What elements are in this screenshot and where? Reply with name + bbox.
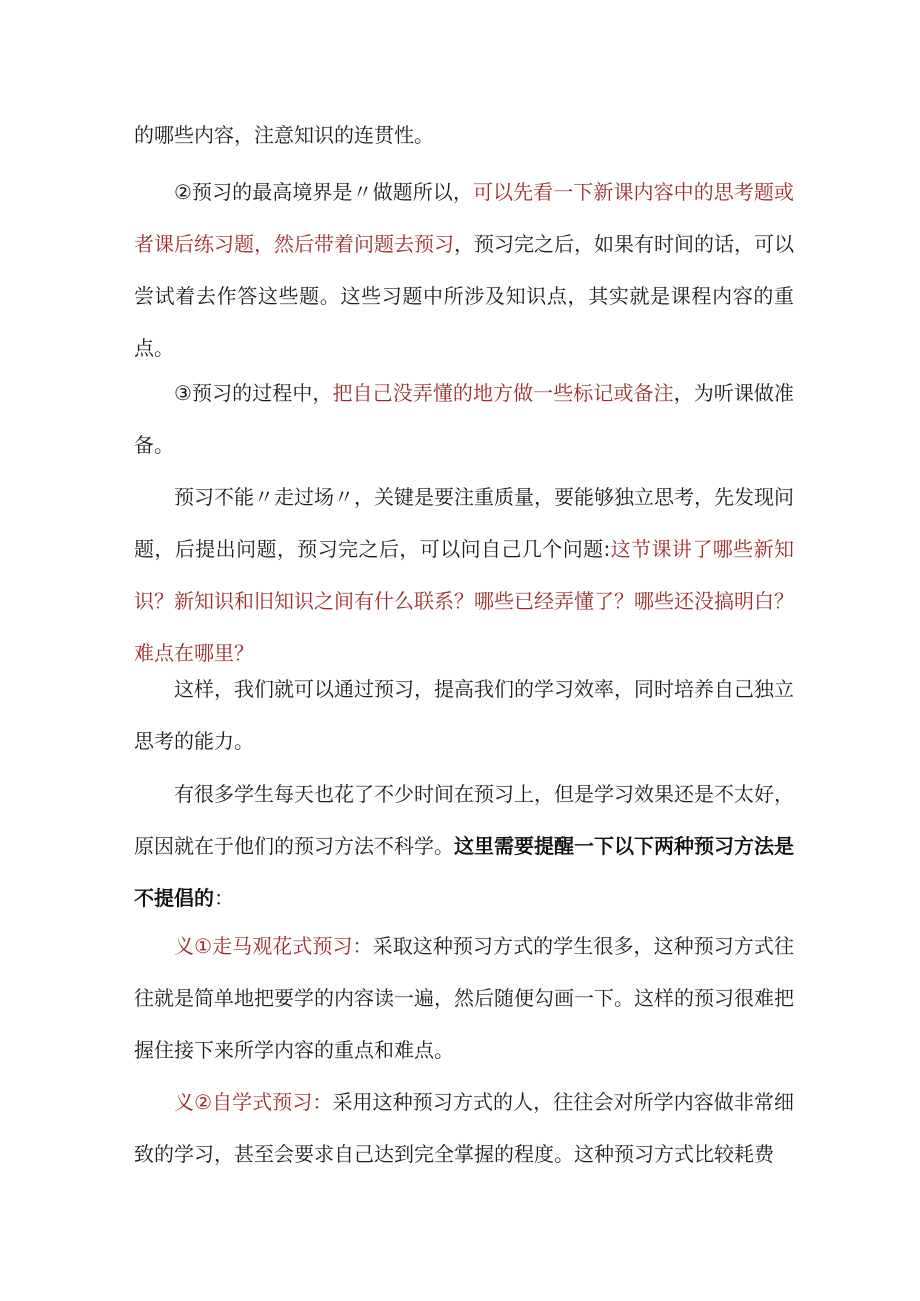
paragraph-continuation [134, 109, 794, 161]
text-segment: 的哪些内容，注意知识的连贯性。 [134, 123, 434, 147]
paragraph-method-skim [134, 920, 794, 1076]
text-segment: ，预习完之后，如果有时间的话，可以尝试着去作答这些题。这些习题中所涉及知识点，其实就是课程内容的重点。 [134, 232, 794, 360]
text-segment: ②预习的最高境界是〃做题所以， [174, 180, 473, 204]
text-segment: ③预习的过程中， [174, 381, 333, 405]
paragraph-preview-process [134, 367, 794, 471]
paragraph-preview-benefit [134, 663, 794, 767]
highlighted-text: 义①走马观花式预习： [174, 934, 373, 958]
text-segment: ： [214, 886, 234, 910]
paragraph-method-self-study [134, 1076, 794, 1180]
text-segment: 预习不能〃走过场〃，关键是要注重质量，要能够独立思考，先发现问题，后提出问题，预习完之后，可以问自己几个问题: [134, 485, 794, 561]
text-segment: 这样，我们就可以通过预习，提高我们的学习效率，同时培养自己独立思考的能力。 [134, 677, 794, 753]
highlighted-text: 义②自学式预习： [174, 1090, 333, 1114]
text-segment: 采用这种预习方式的人，往往会对所学内容做非常细致的学习，甚至会要求自己达到完全掌握的程度。这种预习方式比较耗费 [134, 1090, 794, 1166]
text-segment: 有很多学生每天也花了不少时间在预习上，但是学习效果还是不太好，原因就在于他们的预习方法不科学。 [134, 782, 794, 858]
bold-text: 这里需要提醒一下以下两种预习方法是不提倡的 [134, 834, 794, 910]
text-segment: 采取这种预习方式的学生很多，这种预习方式往往就是简单地把要学的内容读一遍，然后随便勾画一下。这样的预习很难把握住接下来所学内容的重点和难点。 [134, 934, 794, 1062]
paragraph-unscientific-methods [134, 768, 794, 924]
paragraph-preview-quality [134, 471, 794, 679]
highlighted-text: 可以先看一下新课内容中的思考题或者课后练习题，然后带着问题去预习 [134, 180, 794, 256]
highlighted-text: 这节课讲了哪些新知识？新知识和旧知识之间有什么联系？哪些已经弄懂了？哪些还没搞明白？难点在哪里？ [134, 537, 794, 665]
paragraph-preview-highest-level [134, 166, 794, 374]
highlighted-text: 把自己没弄懂的地方做一些标记或备注 [332, 381, 674, 405]
text-segment: ，为听课做准备。 [134, 381, 795, 457]
